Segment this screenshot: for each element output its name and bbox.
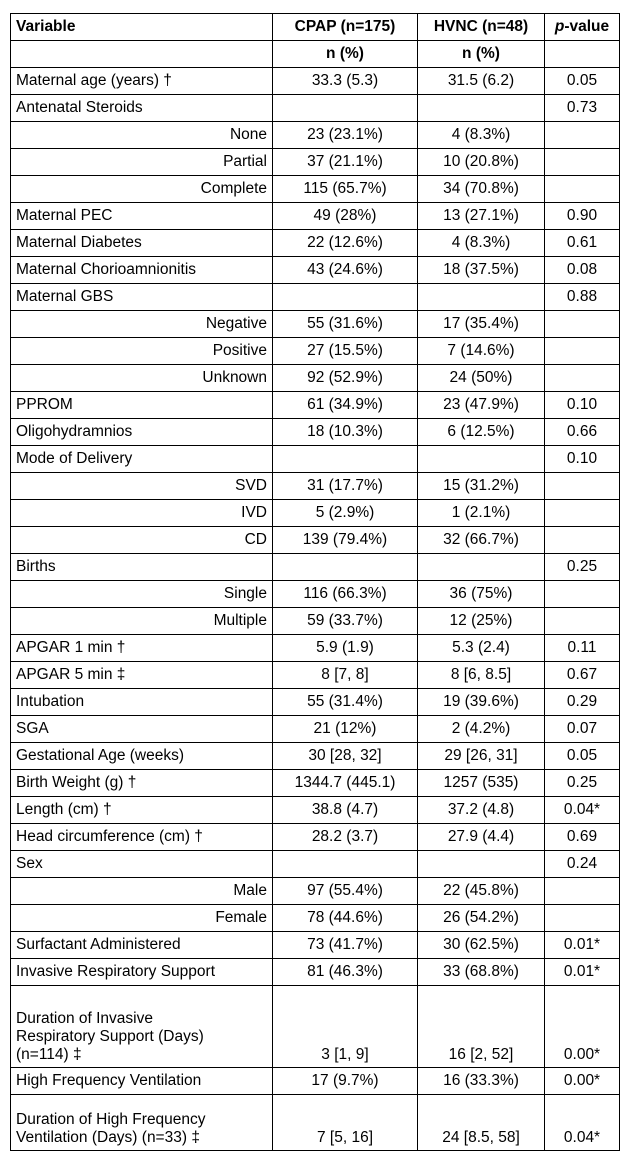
- row-label: [11, 1068, 273, 1095]
- row-label: Maternal Diabetes: [11, 230, 273, 257]
- footnote-fragment: [10, 1097, 622, 1104]
- table-row: [11, 527, 620, 554]
- header-pvalue: [545, 14, 620, 41]
- table-body: [11, 14, 620, 1151]
- cpap-value: 23 (23.1%): [273, 122, 418, 149]
- header-pvalue-rest: -value: [564, 18, 610, 35]
- p-value: [545, 905, 620, 932]
- cpap-value: [273, 446, 418, 473]
- hvnc-value: 24 (50%): [418, 365, 545, 392]
- p-value: 0.67: [545, 662, 620, 689]
- row-label: Female: [11, 905, 273, 932]
- p-value: 0.25: [545, 770, 620, 797]
- row-label: None: [11, 122, 273, 149]
- row-label: [11, 986, 273, 1068]
- cpap-value: 27 (15.5%): [273, 338, 418, 365]
- row-label: Oligohydramnios: [11, 419, 273, 446]
- cpap-value: 28.2 (3.7): [273, 824, 418, 851]
- table-row: [11, 149, 620, 176]
- row-label: Head circumference (cm) †: [11, 824, 273, 851]
- row-label: Invasive Respiratory Support: [11, 959, 273, 986]
- row-label: Complete: [11, 176, 273, 203]
- p-value: [545, 149, 620, 176]
- table-row: [11, 446, 620, 473]
- p-value: 0.04*: [545, 1095, 620, 1151]
- cpap-value: 30 [28, 32]: [273, 743, 418, 770]
- unit-pvalue-blank: [545, 41, 620, 68]
- hvnc-value: 10 (20.8%): [418, 149, 545, 176]
- row-label: SVD: [11, 473, 273, 500]
- row-label: Positive: [11, 338, 273, 365]
- hvnc-value: [418, 851, 545, 878]
- cpap-value: 49 (28%): [273, 203, 418, 230]
- cpap-value: 97 (55.4%): [273, 878, 418, 905]
- p-value: 0.07: [545, 716, 620, 743]
- table-row: [11, 716, 620, 743]
- cpap-value: 5.9 (1.9): [273, 635, 418, 662]
- row-label: Sex: [11, 851, 273, 878]
- hvnc-value: [418, 446, 545, 473]
- row-label: Births: [11, 554, 273, 581]
- p-value: [545, 311, 620, 338]
- cpap-value: 43 (24.6%): [273, 257, 418, 284]
- row-label: Antenatal Steroids: [11, 95, 273, 122]
- row-label: Maternal age (years) †: [11, 68, 273, 95]
- table-row: [11, 500, 620, 527]
- p-value: [545, 365, 620, 392]
- cpap-value: 55 (31.4%): [273, 689, 418, 716]
- row-label: Maternal GBS: [11, 284, 273, 311]
- p-value: 0.04*: [545, 797, 620, 824]
- table-row: [11, 689, 620, 716]
- hvnc-value: 32 (66.7%): [418, 527, 545, 554]
- header-row: [11, 14, 620, 41]
- row-label: Male: [11, 878, 273, 905]
- row-label-line: High Frequency Ventilation: [16, 1072, 202, 1089]
- table-row: [11, 662, 620, 689]
- row-label-line: (n=114) ‡: [16, 1046, 82, 1063]
- cpap-value: 73 (41.7%): [273, 932, 418, 959]
- hvnc-value: 6 (12.5%): [418, 419, 545, 446]
- row-label: Unknown: [11, 365, 273, 392]
- row-label: APGAR 5 min ‡: [11, 662, 273, 689]
- cpap-value: 31 (17.7%): [273, 473, 418, 500]
- row-label: Maternal Chorioamnionitis: [11, 257, 273, 284]
- table-row: [11, 68, 620, 95]
- hvnc-value: 27.9 (4.4): [418, 824, 545, 851]
- p-value: 0.24: [545, 851, 620, 878]
- cpap-value: 55 (31.6%): [273, 311, 418, 338]
- table-row: [11, 878, 620, 905]
- p-value: 0.08: [545, 257, 620, 284]
- unit-cpap: n (%): [273, 41, 418, 68]
- hvnc-value: 29 [26, 31]: [418, 743, 545, 770]
- cpap-value: 59 (33.7%): [273, 608, 418, 635]
- table-row: [11, 851, 620, 878]
- hvnc-value: 37.2 (4.8): [418, 797, 545, 824]
- row-label: Gestational Age (weeks): [11, 743, 273, 770]
- cpap-value: 78 (44.6%): [273, 905, 418, 932]
- p-value: [545, 608, 620, 635]
- hvnc-value: 4 (8.3%): [418, 122, 545, 149]
- table-row: [11, 338, 620, 365]
- hvnc-value: [418, 95, 545, 122]
- row-label: Negative: [11, 311, 273, 338]
- demographics-table: [10, 13, 620, 1151]
- hvnc-value: 31.5 (6.2): [418, 68, 545, 95]
- hvnc-value: 1257 (535): [418, 770, 545, 797]
- hvnc-value: 4 (8.3%): [418, 230, 545, 257]
- cpap-value: 61 (34.9%): [273, 392, 418, 419]
- hvnc-value: 30 (62.5%): [418, 932, 545, 959]
- table-row: [11, 392, 620, 419]
- hvnc-value: 15 (31.2%): [418, 473, 545, 500]
- p-value: 0.69: [545, 824, 620, 851]
- row-label-line: Ventilation (Days) (n=33) ‡: [16, 1129, 200, 1146]
- table-row: [11, 986, 620, 1068]
- hvnc-value: 8 [6, 8.5]: [418, 662, 545, 689]
- table-row: [11, 122, 620, 149]
- row-label: Maternal PEC: [11, 203, 273, 230]
- hvnc-value: [418, 284, 545, 311]
- table-row: [11, 608, 620, 635]
- unit-hvnc: n (%): [418, 41, 545, 68]
- row-label: Mode of Delivery: [11, 446, 273, 473]
- cpap-value: 22 (12.6%): [273, 230, 418, 257]
- table-row: [11, 95, 620, 122]
- cpap-value: 17 (9.7%): [273, 1068, 418, 1095]
- row-label: APGAR 1 min †: [11, 635, 273, 662]
- cpap-value: 1344.7 (445.1): [273, 770, 418, 797]
- cpap-value: 18 (10.3%): [273, 419, 418, 446]
- row-label: Intubation: [11, 689, 273, 716]
- row-label: Birth Weight (g) †: [11, 770, 273, 797]
- table-row: [11, 257, 620, 284]
- cpap-value: 38.8 (4.7): [273, 797, 418, 824]
- header-cpap: CPAP (n=175): [273, 14, 418, 41]
- hvnc-value: 7 (14.6%): [418, 338, 545, 365]
- table-row: [11, 473, 620, 500]
- p-value: [545, 581, 620, 608]
- hvnc-value: 5.3 (2.4): [418, 635, 545, 662]
- cpap-value: [273, 554, 418, 581]
- hvnc-value: 17 (35.4%): [418, 311, 545, 338]
- row-label: PPROM: [11, 392, 273, 419]
- table-row: [11, 203, 620, 230]
- table-row: [11, 743, 620, 770]
- table-row: [11, 932, 620, 959]
- p-value: [545, 473, 620, 500]
- row-label: Single: [11, 581, 273, 608]
- hvnc-value: 16 (33.3%): [418, 1068, 545, 1095]
- p-value: 0.00*: [545, 986, 620, 1068]
- hvnc-value: 23 (47.9%): [418, 392, 545, 419]
- p-value: [545, 500, 620, 527]
- p-value: 0.61: [545, 230, 620, 257]
- hvnc-value: 12 (25%): [418, 608, 545, 635]
- cpap-value: 7 [5, 16]: [273, 1095, 418, 1151]
- hvnc-value: 16 [2, 52]: [418, 986, 545, 1068]
- table-row: [11, 905, 620, 932]
- row-label: CD: [11, 527, 273, 554]
- row-label: Multiple: [11, 608, 273, 635]
- p-value: [545, 338, 620, 365]
- table-row: [11, 176, 620, 203]
- cpap-value: [273, 851, 418, 878]
- hvnc-value: [418, 554, 545, 581]
- p-value: 0.66: [545, 419, 620, 446]
- p-value: 0.00*: [545, 1068, 620, 1095]
- p-value: 0.29: [545, 689, 620, 716]
- hvnc-value: 36 (75%): [418, 581, 545, 608]
- hvnc-value: 24 [8.5, 58]: [418, 1095, 545, 1151]
- hvnc-value: 26 (54.2%): [418, 905, 545, 932]
- p-value: 0.90: [545, 203, 620, 230]
- cpap-value: 115 (65.7%): [273, 176, 418, 203]
- table-row: [11, 581, 620, 608]
- p-value: [545, 176, 620, 203]
- p-value: 0.11: [545, 635, 620, 662]
- row-label: Surfactant Administered: [11, 932, 273, 959]
- hvnc-value: 13 (27.1%): [418, 203, 545, 230]
- table-row: [11, 959, 620, 986]
- p-value: [545, 527, 620, 554]
- cpap-value: 8 [7, 8]: [273, 662, 418, 689]
- unit-blank: [11, 41, 273, 68]
- p-value: 0.01*: [545, 959, 620, 986]
- p-value: 0.73: [545, 95, 620, 122]
- hvnc-value: 22 (45.8%): [418, 878, 545, 905]
- row-label: IVD: [11, 500, 273, 527]
- table-row: [11, 365, 620, 392]
- table-row: [11, 419, 620, 446]
- table-row: [11, 230, 620, 257]
- cpap-value: 37 (21.1%): [273, 149, 418, 176]
- row-label-line: Duration of High Frequency: [16, 1111, 206, 1128]
- p-value: 0.88: [545, 284, 620, 311]
- row-label: SGA: [11, 716, 273, 743]
- p-value: 0.25: [545, 554, 620, 581]
- header-pvalue-italic: p: [554, 18, 565, 35]
- header-hvnc: HVNC (n=48): [418, 14, 545, 41]
- p-value: 0.05: [545, 743, 620, 770]
- row-label: Partial: [11, 149, 273, 176]
- p-value: 0.10: [545, 446, 620, 473]
- p-value: 0.10: [545, 392, 620, 419]
- p-value: [545, 122, 620, 149]
- cpap-value: [273, 95, 418, 122]
- table-row: [11, 635, 620, 662]
- cpap-value: 116 (66.3%): [273, 581, 418, 608]
- hvnc-value: 33 (68.8%): [418, 959, 545, 986]
- hvnc-value: 19 (39.6%): [418, 689, 545, 716]
- row-label-line: Respiratory Support (Days): [16, 1028, 204, 1045]
- p-value: 0.01*: [545, 932, 620, 959]
- table-row: [11, 1068, 620, 1095]
- cpap-value: [273, 284, 418, 311]
- cpap-value: 139 (79.4%): [273, 527, 418, 554]
- cpap-value: 5 (2.9%): [273, 500, 418, 527]
- cpap-value: 81 (46.3%): [273, 959, 418, 986]
- hvnc-value: 2 (4.2%): [418, 716, 545, 743]
- table-row: [11, 554, 620, 581]
- table-row: [11, 797, 620, 824]
- hvnc-value: 1 (2.1%): [418, 500, 545, 527]
- p-value: 0.05: [545, 68, 620, 95]
- hvnc-value: 18 (37.5%): [418, 257, 545, 284]
- cpap-value: 21 (12%): [273, 716, 418, 743]
- row-label-line: Duration of Invasive: [16, 1010, 153, 1027]
- header-variable: Variable: [11, 14, 273, 41]
- unit-row: [11, 41, 620, 68]
- p-value: [545, 878, 620, 905]
- table-row: [11, 824, 620, 851]
- cpap-value: 3 [1, 9]: [273, 986, 418, 1068]
- cpap-value: 92 (52.9%): [273, 365, 418, 392]
- hvnc-value: 34 (70.8%): [418, 176, 545, 203]
- cpap-value: 33.3 (5.3): [273, 68, 418, 95]
- table-row: [11, 770, 620, 797]
- table-row: [11, 311, 620, 338]
- row-label: Length (cm) †: [11, 797, 273, 824]
- table-row: [11, 284, 620, 311]
